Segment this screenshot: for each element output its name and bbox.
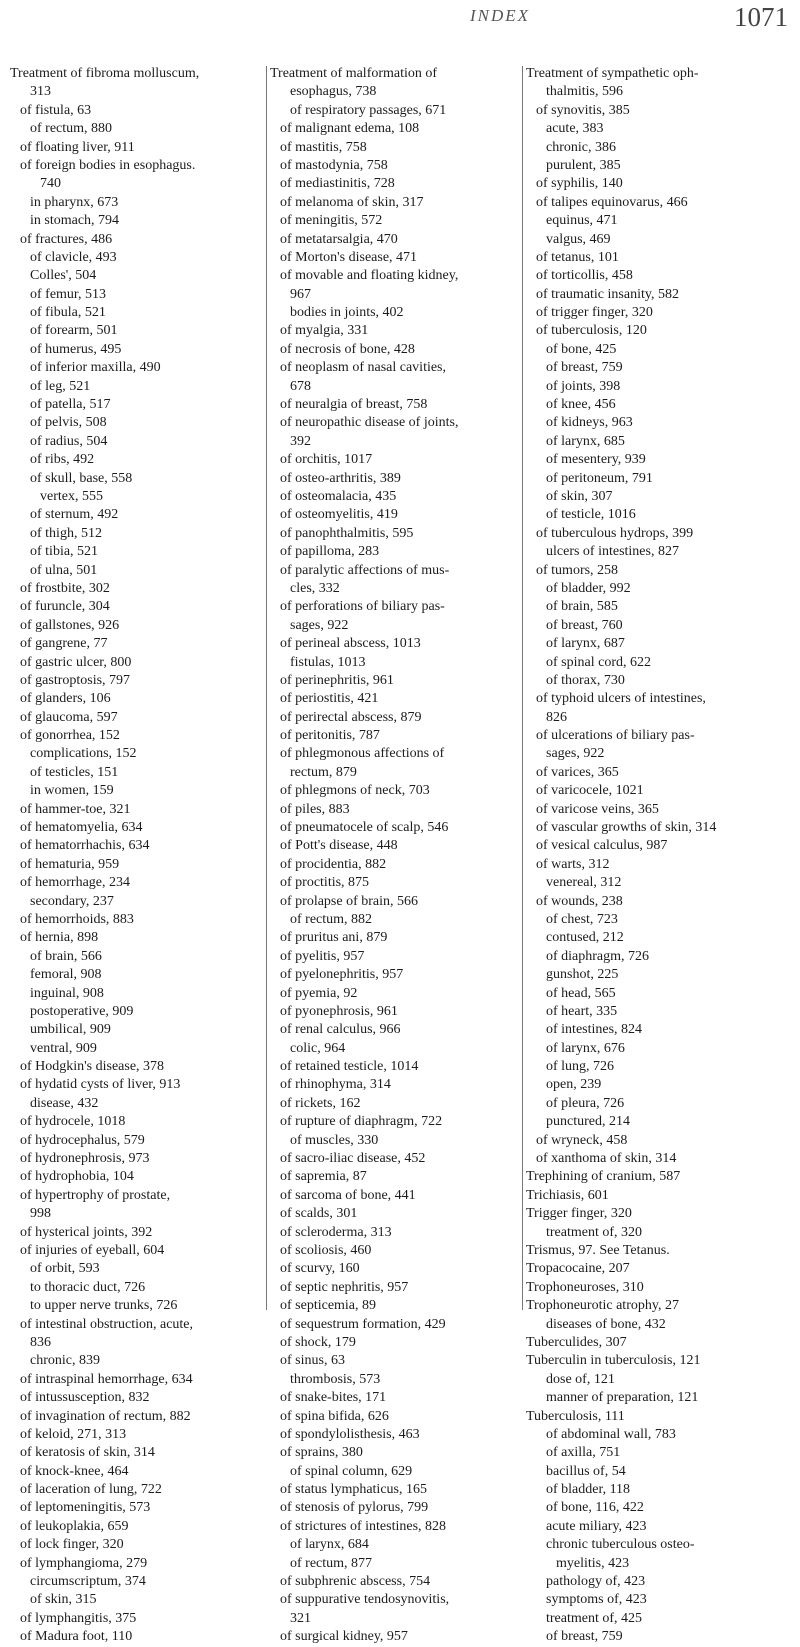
index-entry: Trophoneuroses, 310 — [526, 1279, 644, 1295]
index-subentry: inguinal, 908 — [30, 985, 104, 1001]
index-entry: Treatment of malformation of — [270, 66, 438, 81]
index-subentry: of sternum, 492 — [30, 507, 119, 523]
index-subentry: manner of preparation, 121 — [546, 1390, 699, 1406]
index-subentry: of piles, 883 — [280, 801, 350, 817]
index-subentry: of skin, 315 — [30, 1592, 97, 1608]
index-subentry: of pyelitis, 957 — [280, 948, 365, 964]
index-subentry: 678 — [290, 378, 311, 394]
index-subentry: of spinal column, 629 — [290, 1463, 413, 1479]
index-subentry: of gangrene, 77 — [20, 636, 108, 652]
index-subentry: 313 — [30, 84, 51, 100]
index-subentry: of larynx, 687 — [546, 636, 625, 652]
index-subentry: symptoms of, 423 — [546, 1592, 647, 1608]
index-subentry: of intestines, 824 — [546, 1022, 643, 1038]
index-subentry: ulcers of intestines, 827 — [546, 544, 679, 560]
index-subentry: of bone, 425 — [546, 341, 617, 357]
index-column-3 — [526, 65, 794, 1647]
index-subentry: of varicocele, 1021 — [536, 783, 644, 799]
index-subentry: of scurvy, 160 — [280, 1261, 360, 1277]
index-subentry: venereal, 312 — [546, 875, 622, 891]
running-header: INDEX — [470, 6, 531, 25]
index-subentry: of hydrophobia, 104 — [20, 1169, 134, 1185]
index-subentry: punctured, 214 — [546, 1114, 630, 1130]
index-subentry: pathology of, 423 — [546, 1574, 646, 1590]
index-subentry: of hematuria, 959 — [20, 856, 120, 872]
index-subentry: of gastroptosis, 797 — [20, 672, 131, 688]
index-subentry: of patella, 517 — [30, 397, 111, 413]
index-subentry: of hysterical joints, 392 — [20, 1224, 153, 1240]
index-subentry: of pyelonephritis, 957 — [280, 967, 404, 983]
index-entry: Trophoneurotic atrophy, 27 — [526, 1298, 679, 1314]
index-subentry: of talipes equinovarus, 466 — [536, 194, 688, 210]
index-subentry: of tuberculous hydrops, 399 — [536, 525, 694, 541]
index-entry: Tropacocaine, 207 — [526, 1261, 630, 1277]
index-subentry: of spinal cord, 622 — [546, 654, 651, 670]
index-subentry: of pyonephrosis, 961 — [280, 1003, 398, 1019]
index-subentry: of proctitis, 875 — [280, 875, 370, 891]
index-subentry: dose of, 121 — [546, 1371, 615, 1387]
index-subentry: of femur, 513 — [30, 286, 107, 302]
index-subentry: of warts, 312 — [536, 856, 610, 872]
index-subentry: of spondylolisthesis, 463 — [280, 1426, 420, 1442]
index-subentry: purulent, 385 — [546, 157, 621, 173]
index-subentry: of varices, 365 — [536, 764, 619, 780]
index-subentry: of xanthoma of skin, 314 — [536, 1151, 677, 1167]
index-subentry: sages, 922 — [546, 746, 605, 762]
index-subentry: of rectum, 880 — [30, 121, 113, 137]
index-subentry: of gallstones, 926 — [20, 617, 120, 633]
index-subentry: of syphilis, 140 — [536, 176, 623, 192]
index-subentry: of perirectal abscess, 879 — [280, 709, 422, 725]
index-subentry: in stomach, 794 — [30, 213, 120, 229]
index-subentry: of mastodynia, 758 — [280, 157, 388, 173]
index-subentry: of pelvis, 508 — [30, 415, 107, 431]
index-subentry: of sinus, 63 — [280, 1353, 345, 1369]
index-subentry: to upper nerve trunks, 726 — [30, 1298, 178, 1314]
index-subentry: 836 — [30, 1334, 51, 1350]
index-subentry: of rickets, 162 — [280, 1095, 361, 1111]
index-subentry: of neuralgia of breast, 758 — [280, 397, 428, 413]
index-subentry: of leg, 521 — [30, 378, 91, 394]
index-subentry: of larynx, 685 — [546, 433, 625, 449]
index-subentry: esophagus, 738 — [290, 84, 377, 100]
index-subentry: of phlegmons of neck, 703 — [280, 783, 430, 799]
index-subentry: of testicles, 151 — [30, 764, 119, 780]
index-subentry: of melanoma of skin, 317 — [280, 194, 424, 210]
index-subentry: of metatarsalgia, 470 — [280, 231, 398, 247]
index-subentry: of pyemia, 92 — [280, 985, 358, 1001]
index-subentry: myelitis, 423 — [556, 1555, 630, 1571]
index-subentry: of joints, 398 — [546, 378, 621, 394]
index-entry: Tuberculosis, 111 — [526, 1408, 625, 1424]
index-subentry: of skull, base, 558 — [30, 470, 133, 486]
index-entry: Trephining of cranium, 587 — [526, 1169, 681, 1185]
index-subentry: of surgical kidney, 957 — [280, 1629, 408, 1645]
index-subentry: of scoliosis, 460 — [280, 1243, 372, 1258]
index-subentry: of Morton's disease, 471 — [280, 249, 418, 265]
index-subentry: of hematorrhachis, 634 — [20, 838, 150, 854]
index-subentry: of meningitis, 572 — [280, 213, 383, 229]
index-subentry: equinus, 471 — [546, 213, 618, 229]
index-subentry: in women, 159 — [30, 783, 114, 799]
index-subentry: of sprains, 380 — [280, 1445, 363, 1461]
index-subentry: 826 — [546, 709, 567, 725]
index-subentry: of varicose veins, 365 — [536, 801, 659, 817]
index-subentry: of rhinophyma, 314 — [280, 1077, 391, 1093]
index-subentry: bodies in joints, 402 — [290, 305, 404, 321]
index-subentry: of rectum, 882 — [290, 911, 373, 927]
index-subentry: treatment of, 320 — [546, 1224, 643, 1240]
index-subentry: acute miliary, 423 — [546, 1518, 647, 1534]
index-subentry: of keratosis of skin, 314 — [20, 1445, 155, 1461]
index-subentry: of hypertrophy of prostate, — [20, 1187, 171, 1203]
index-subentry: of papilloma, 283 — [280, 544, 380, 560]
index-subentry: of head, 565 — [546, 985, 616, 1001]
index-subentry: of laceration of lung, 722 — [20, 1482, 162, 1498]
index-subentry: of snake-bites, 171 — [280, 1390, 387, 1406]
index-subentry: of fractures, 486 — [20, 231, 113, 247]
index-subentry: of ribs, 492 — [30, 452, 95, 468]
index-subentry: of subphrenic abscess, 754 — [280, 1574, 431, 1590]
index-entry: Tuberculides, 307 — [526, 1334, 627, 1350]
index-subentry: of glaucoma, 597 — [20, 709, 118, 725]
index-subentry: to thoracic duct, 726 — [30, 1279, 146, 1295]
index-subentry: of injuries of eyeball, 604 — [20, 1243, 165, 1258]
index-subentry: of Hodgkin's disease, 378 — [20, 1059, 165, 1075]
index-subentry: of hydrocephalus, 579 — [20, 1132, 145, 1148]
index-subentry: of procidentia, 882 — [280, 856, 387, 872]
index-subentry: of bone, 116, 422 — [546, 1500, 644, 1516]
index-entry: Trigger finger, 320 — [526, 1206, 632, 1222]
index-subentry: of typhoid ulcers of intestines, — [536, 691, 706, 707]
index-subentry: of heart, 335 — [546, 1003, 618, 1019]
index-subentry: of scalds, 301 — [280, 1206, 358, 1222]
index-subentry: of osteomalacia, 435 — [280, 488, 397, 504]
index-subentry: of panophthalmitis, 595 — [280, 525, 414, 541]
index-subentry: of vascular growths of skin, 314 — [536, 820, 717, 836]
index-subentry: of tibia, 521 — [30, 544, 99, 560]
index-subentry: of malignant edema, 108 — [280, 121, 420, 137]
index-subentry: of knee, 456 — [546, 397, 616, 413]
index-subentry: of renal calculus, 966 — [280, 1022, 401, 1038]
index-subentry: fistulas, 1013 — [290, 654, 366, 670]
index-subentry: of breast, 760 — [546, 617, 623, 633]
index-subentry: femoral, 908 — [30, 967, 102, 983]
index-subentry: of retained testicle, 1014 — [280, 1059, 419, 1075]
index-subentry: of fistula, 63 — [20, 102, 92, 118]
index-subentry: of glanders, 106 — [20, 691, 111, 707]
index-subentry: in pharynx, 673 — [30, 194, 119, 210]
index-subentry: disease, 432 — [30, 1095, 99, 1111]
index-subentry: thalmitis, 596 — [546, 84, 623, 100]
index-subentry: of sacro-iliac disease, 452 — [280, 1151, 426, 1167]
index-subentry: sages, 922 — [290, 617, 349, 633]
index-subentry: complications, 152 — [30, 746, 137, 762]
page-number: 1071 — [734, 2, 788, 32]
index-subentry: 392 — [290, 433, 311, 449]
index-column-2 — [270, 65, 520, 1647]
index-subentry: of perineal abscess, 1013 — [280, 636, 421, 652]
index-subentry: rectum, 879 — [290, 764, 357, 780]
index-subentry: of knock-knee, 464 — [20, 1463, 129, 1479]
index-subentry: of kidneys, 963 — [546, 415, 633, 431]
index-subentry: of synovitis, 385 — [536, 102, 630, 118]
index-subentry: of hydrocele, 1018 — [20, 1114, 126, 1130]
index-subentry: gunshot, 225 — [546, 967, 619, 983]
index-subentry: of Pott's disease, 448 — [280, 838, 398, 854]
index-subentry: of fibula, 521 — [30, 305, 106, 321]
index-subentry: acute, 383 — [546, 121, 604, 137]
index-column-1 — [10, 65, 268, 1647]
index-subentry: of stenosis of pylorus, 799 — [280, 1500, 429, 1516]
index-subentry: chronic, 386 — [546, 139, 616, 155]
index-subentry: open, 239 — [546, 1077, 602, 1093]
index-subentry: of bladder, 118 — [546, 1482, 631, 1498]
index-subentry: of testicle, 1016 — [546, 507, 636, 523]
index-subentry: of ulcerations of biliary pas- — [536, 728, 695, 744]
index-subentry: of hydronephrosis, 973 — [20, 1151, 150, 1167]
index-subentry: of sarcoma of bone, 441 — [280, 1187, 416, 1203]
index-subentry: of paralytic affections of mus- — [280, 562, 450, 578]
index-subentry: of frostbite, 302 — [20, 580, 110, 596]
index-subentry: of prolapse of brain, 566 — [280, 893, 419, 909]
index-subentry: of myalgia, 331 — [280, 323, 369, 339]
index-entry: Trichiasis, 601 — [526, 1187, 609, 1203]
index-subentry: circumscriptum, 374 — [30, 1574, 146, 1590]
index-subentry: of intussusception, 832 — [20, 1390, 150, 1406]
index-subentry: of hernia, 898 — [20, 930, 99, 946]
index-subentry: 740 — [40, 176, 61, 192]
index-subentry: of tumors, 258 — [536, 562, 619, 578]
index-subentry: of inferior maxilla, 490 — [30, 360, 161, 376]
index-subentry: of traumatic insanity, 582 — [536, 286, 679, 302]
index-subentry: of peritonitis, 787 — [280, 728, 380, 744]
index-subentry: of neoplasm of nasal cavities, — [280, 360, 447, 376]
index-subentry: of hammer-toe, 321 — [20, 801, 131, 817]
index-subentry: of axilla, 751 — [546, 1445, 621, 1461]
index-subentry: of spina bifida, 626 — [280, 1408, 389, 1424]
index-subentry: of humerus, 495 — [30, 341, 122, 357]
index-subentry: of chest, 723 — [546, 911, 618, 927]
index-subentry: of diaphragm, 726 — [546, 948, 650, 964]
index-subentry: of forearm, 501 — [30, 323, 118, 339]
index-subentry: of brain, 566 — [30, 948, 102, 964]
index-subentry: of pruritus ani, 879 — [280, 930, 388, 946]
index-subentry: of bladder, 992 — [546, 580, 631, 596]
index-subentry: valgus, 469 — [546, 231, 611, 247]
index-subentry: treatment of, 425 — [546, 1610, 643, 1626]
index-subentry: 967 — [290, 286, 311, 302]
index-subentry: of invagination of rectum, 882 — [20, 1408, 191, 1424]
index-subentry: of lymphangioma, 279 — [20, 1555, 148, 1571]
index-subentry: of skin, 307 — [546, 488, 613, 504]
index-subentry: secondary, 237 — [30, 893, 114, 909]
index-subentry: of tuberculosis, 120 — [536, 323, 647, 339]
index-subentry: of thigh, 512 — [30, 525, 102, 541]
index-subentry: of intestinal obstruction, acute, — [20, 1316, 194, 1332]
index-subentry: of Madura foot, 110 — [20, 1629, 133, 1645]
index-subentry: of gonorrhea, 152 — [20, 728, 120, 744]
index-subentry: of radius, 504 — [30, 433, 108, 449]
index-subentry: of torticollis, 458 — [536, 268, 633, 284]
index-subentry: of leukoplakia, 659 — [20, 1518, 129, 1534]
index-subentry: of scleroderma, 313 — [280, 1224, 392, 1240]
index-subentry: umbilical, 909 — [30, 1022, 111, 1038]
index-subentry: of suppurative tendosynovitis, — [280, 1592, 450, 1608]
index-subentry: vertex, 555 — [40, 488, 103, 504]
index-subentry: of movable and floating kidney, — [280, 268, 459, 284]
index-entry: Treatment of sympathetic oph- — [526, 66, 699, 81]
index-subentry: of perforations of biliary pas- — [280, 599, 445, 615]
index-subentry: of furuncle, 304 — [20, 599, 110, 615]
index-subentry: of necrosis of bone, 428 — [280, 341, 415, 357]
index-subentry: of septic nephritis, 957 — [280, 1279, 409, 1295]
index-subentry: of hemorrhage, 234 — [20, 875, 131, 891]
index-subentry: of shock, 179 — [280, 1334, 356, 1350]
index-subentry: thrombosis, 573 — [290, 1371, 381, 1387]
column-divider — [522, 66, 523, 1310]
index-subentry: of hemorrhoids, 883 — [20, 911, 134, 927]
index-subentry: of septicemia, 89 — [280, 1298, 377, 1314]
index-entry: Treatment of fibroma molluscum, — [10, 66, 200, 81]
index-subentry: 321 — [290, 1610, 311, 1626]
index-subentry: of orbit, 593 — [30, 1261, 100, 1277]
index-subentry: of lock finger, 320 — [20, 1537, 124, 1553]
index-subentry: of sapremia, 87 — [280, 1169, 367, 1185]
index-subentry: of pleura, 726 — [546, 1095, 625, 1111]
index-subentry: of floating liver, 911 — [20, 139, 135, 155]
index-subentry: of orchitis, 1017 — [280, 452, 373, 468]
index-subentry: bacillus of, 54 — [546, 1463, 626, 1479]
index-subentry: of neuropathic disease of joints, — [280, 415, 459, 431]
index-subentry: cles, 332 — [290, 580, 340, 596]
index-subentry: of status lymphaticus, 165 — [280, 1482, 427, 1498]
index-subentry: of hydatid cysts of liver, 913 — [20, 1077, 181, 1093]
index-entry: Tuberculin in tuberculosis, 121 — [526, 1353, 701, 1369]
index-subentry: of wryneck, 458 — [536, 1132, 628, 1148]
index-subentry: of tetanus, 101 — [536, 249, 619, 265]
index-subentry: of perinephritis, 961 — [280, 672, 394, 688]
index-subentry: of lymphangitis, 375 — [20, 1610, 137, 1626]
index-subentry: of leptomeningitis, 573 — [20, 1500, 151, 1516]
index-subentry: of clavicle, 493 — [30, 249, 117, 265]
index-subentry: chronic tuberculous osteo- — [546, 1537, 695, 1553]
index-subentry: contused, 212 — [546, 930, 624, 946]
index-subentry: of mediastinitis, 728 — [280, 176, 395, 192]
index-subentry: 998 — [30, 1206, 51, 1222]
index-subentry: of trigger finger, 320 — [536, 305, 653, 321]
index-subentry: of gastric ulcer, 800 — [20, 654, 132, 670]
index-subentry: chronic, 839 — [30, 1353, 100, 1369]
index-subentry: of keloid, 271, 313 — [20, 1426, 127, 1442]
index-subentry: colic, 964 — [290, 1040, 346, 1056]
index-entry: Trismus, 97. See Tetanus. — [526, 1243, 670, 1258]
index-subentry: of lung, 726 — [546, 1059, 615, 1075]
index-subentry: of respiratory passages, 671 — [290, 102, 447, 118]
index-subentry: of osteomyelitis, 419 — [280, 507, 398, 523]
index-subentry: of peritoneum, 791 — [546, 470, 653, 486]
index-subentry: of abdominal wall, 783 — [546, 1426, 676, 1442]
index-subentry: of vesical calculus, 987 — [536, 838, 668, 854]
index-subentry: of mesentery, 939 — [546, 452, 646, 468]
index-subentry: of phlegmonous affections of — [280, 746, 445, 762]
index-subentry: of foreign bodies in esophagus. — [20, 157, 196, 173]
index-subentry: of breast, 759 — [546, 360, 623, 376]
index-subentry: of mastitis, 758 — [280, 139, 367, 155]
index-subentry: of muscles, 330 — [290, 1132, 379, 1148]
index-subentry: Colles', 504 — [30, 268, 97, 284]
index-subentry: of ulna, 501 — [30, 562, 98, 578]
index-subentry: of hematomyelia, 634 — [20, 820, 143, 836]
index-subentry: of larynx, 684 — [290, 1537, 369, 1553]
index-subentry: of intraspinal hemorrhage, 634 — [20, 1371, 193, 1387]
index-subentry: of osteo-arthritis, 389 — [280, 470, 401, 486]
index-subentry: of wounds, 238 — [536, 893, 623, 909]
index-subentry: of sequestrum formation, 429 — [280, 1316, 446, 1332]
index-subentry: of larynx, 676 — [546, 1040, 625, 1056]
index-subentry: of pneumatocele of scalp, 546 — [280, 820, 449, 836]
index-subentry: postoperative, 909 — [30, 1003, 134, 1019]
index-subentry: diseases of bone, 432 — [546, 1316, 666, 1332]
index-subentry: of rectum, 877 — [290, 1555, 373, 1571]
index-subentry: of thorax, 730 — [546, 672, 625, 688]
index-subentry: ventral, 909 — [30, 1040, 97, 1056]
index-subentry: of strictures of intestines, 828 — [280, 1518, 447, 1534]
index-subentry: of brain, 585 — [546, 599, 618, 615]
index-subentry: of rupture of diaphragm, 722 — [280, 1114, 443, 1130]
index-subentry: of periostitis, 421 — [280, 691, 379, 707]
index-subentry: of breast, 759 — [546, 1629, 623, 1645]
